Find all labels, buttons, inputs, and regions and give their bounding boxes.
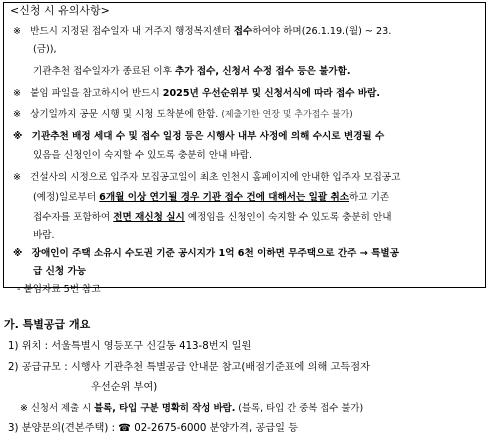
notice-title: <신청 시 유의사항> [10, 4, 110, 17]
inquiry-label: 3) 분양문의(견본주택) : [8, 423, 119, 434]
notice-text-bold: 기관추천 배정 세대 수 및 접수 일정 등은 시행사 내부 사정에 의해 수시로 변경될 수 [31, 131, 385, 142]
notice-item-1-line1 [13, 25, 391, 38]
notice-marker: ※ [13, 109, 22, 120]
notice-item-5-line1 [13, 171, 400, 184]
notice-marker: ※ [13, 131, 23, 142]
notice-text: 접수자를 포함하여 [33, 212, 114, 223]
section-row-inquiry [8, 422, 298, 436]
notice-item-6-line2: 급 신청 가능 [33, 266, 87, 277]
notice-text-bold: 추가 접수, 신청서 수정 접수 등은 불가함. [174, 66, 351, 77]
notice-text-bold: 장애인이 주택 소유시 수도권 기준 공시지가 1억 6천 이하면 무주택으로 간주 → 특별공 [31, 248, 399, 259]
notice-footer: - 붙임자료 5번 참고 [17, 284, 101, 295]
note-text: ※ 신청서 제출 시 [20, 403, 95, 414]
notice-text-bold: 2025년 우선순위부 및 신청서식에 따라 접수 바람. [162, 88, 380, 99]
section-row-note [20, 402, 363, 416]
notice-text: 예정임을 신청인이 숙지할 수 있도록 충분히 안내 [184, 212, 392, 223]
notice-text: 상기일까지 공문 시행 및 시청 도착분에 한함. [30, 109, 222, 120]
section-row-location: 1) 위치 : 서울특별시 영등포구 신길동 413-8번지 일원 [8, 341, 252, 352]
inquiry-text: 02-2675-6000 분양가격, 공급일 등 [130, 423, 299, 434]
section-row-supply: 2) 공급규모 : 시행사 기관추천 특별공급 안내문 참고(배점기준표에 의해 고득점자 [8, 362, 370, 373]
notice-item-4-line1 [13, 130, 384, 143]
note-text: (블록, 타입 간 중복 접수 불가) [235, 403, 364, 414]
notice-item-4-line2: 있음을 신청인이 숙지할 수 있도록 충분히 안내 바람. [33, 150, 253, 161]
phone-icon: ☎ [118, 423, 131, 434]
notice-item-6-line1 [13, 247, 399, 260]
notice-item-5-line3 [33, 211, 392, 224]
section-row-supply-cont: 우선순위 부여) [91, 382, 158, 393]
notice-item-1-line2: (금)), [33, 44, 57, 55]
notice-item-2 [13, 87, 380, 100]
notice-marker: ※ [13, 88, 22, 99]
notice-text-note: (제출기한 연장 및 추가접수 불가) [221, 110, 353, 120]
notice-text: 기관추천 접수일자가 종료된 이후 [33, 66, 175, 77]
notice-marker: ※ [13, 172, 22, 183]
notice-text: 건설사의 시정으로 입주자 모집공고일이 최초 인천시 홈페이지에 안내한 입주자 모집공고 [30, 172, 401, 183]
notice-text: (예정)일로부터 [33, 192, 100, 203]
notice-text-bold: 접수 [233, 26, 253, 37]
notice-item-1-line3 [33, 65, 351, 78]
notice-marker: ※ [13, 248, 23, 259]
notice-item-5-line4: 바람. [33, 230, 55, 241]
notice-text-bold: 6개월 이상 연기될 경우 기관 접수 건에 대해서는 일괄 취소 [99, 192, 350, 203]
notice-item-5-line2 [33, 191, 389, 204]
notice-text-bold: 전면 재신청 실시 [113, 212, 185, 223]
notice-box [3, 2, 486, 295]
notice-marker: ※ [13, 26, 22, 37]
notice-text: 반드시 지정된 접수일자 내 거주지 행정복지센터 [30, 26, 234, 37]
notice-item-3 [13, 108, 353, 122]
section-title: 가. 특별공급 개요 [4, 318, 91, 331]
note-text-bold: 블록, 타입 구분 명확히 작성 바람. [94, 403, 236, 414]
notice-text: 하고 기존 [349, 192, 390, 203]
notice-text: 붙임 파일을 참고하시어 반드시 [30, 88, 163, 99]
notice-text: 하여야 하며(26.1.19.(월) ~ 23. [252, 26, 392, 37]
